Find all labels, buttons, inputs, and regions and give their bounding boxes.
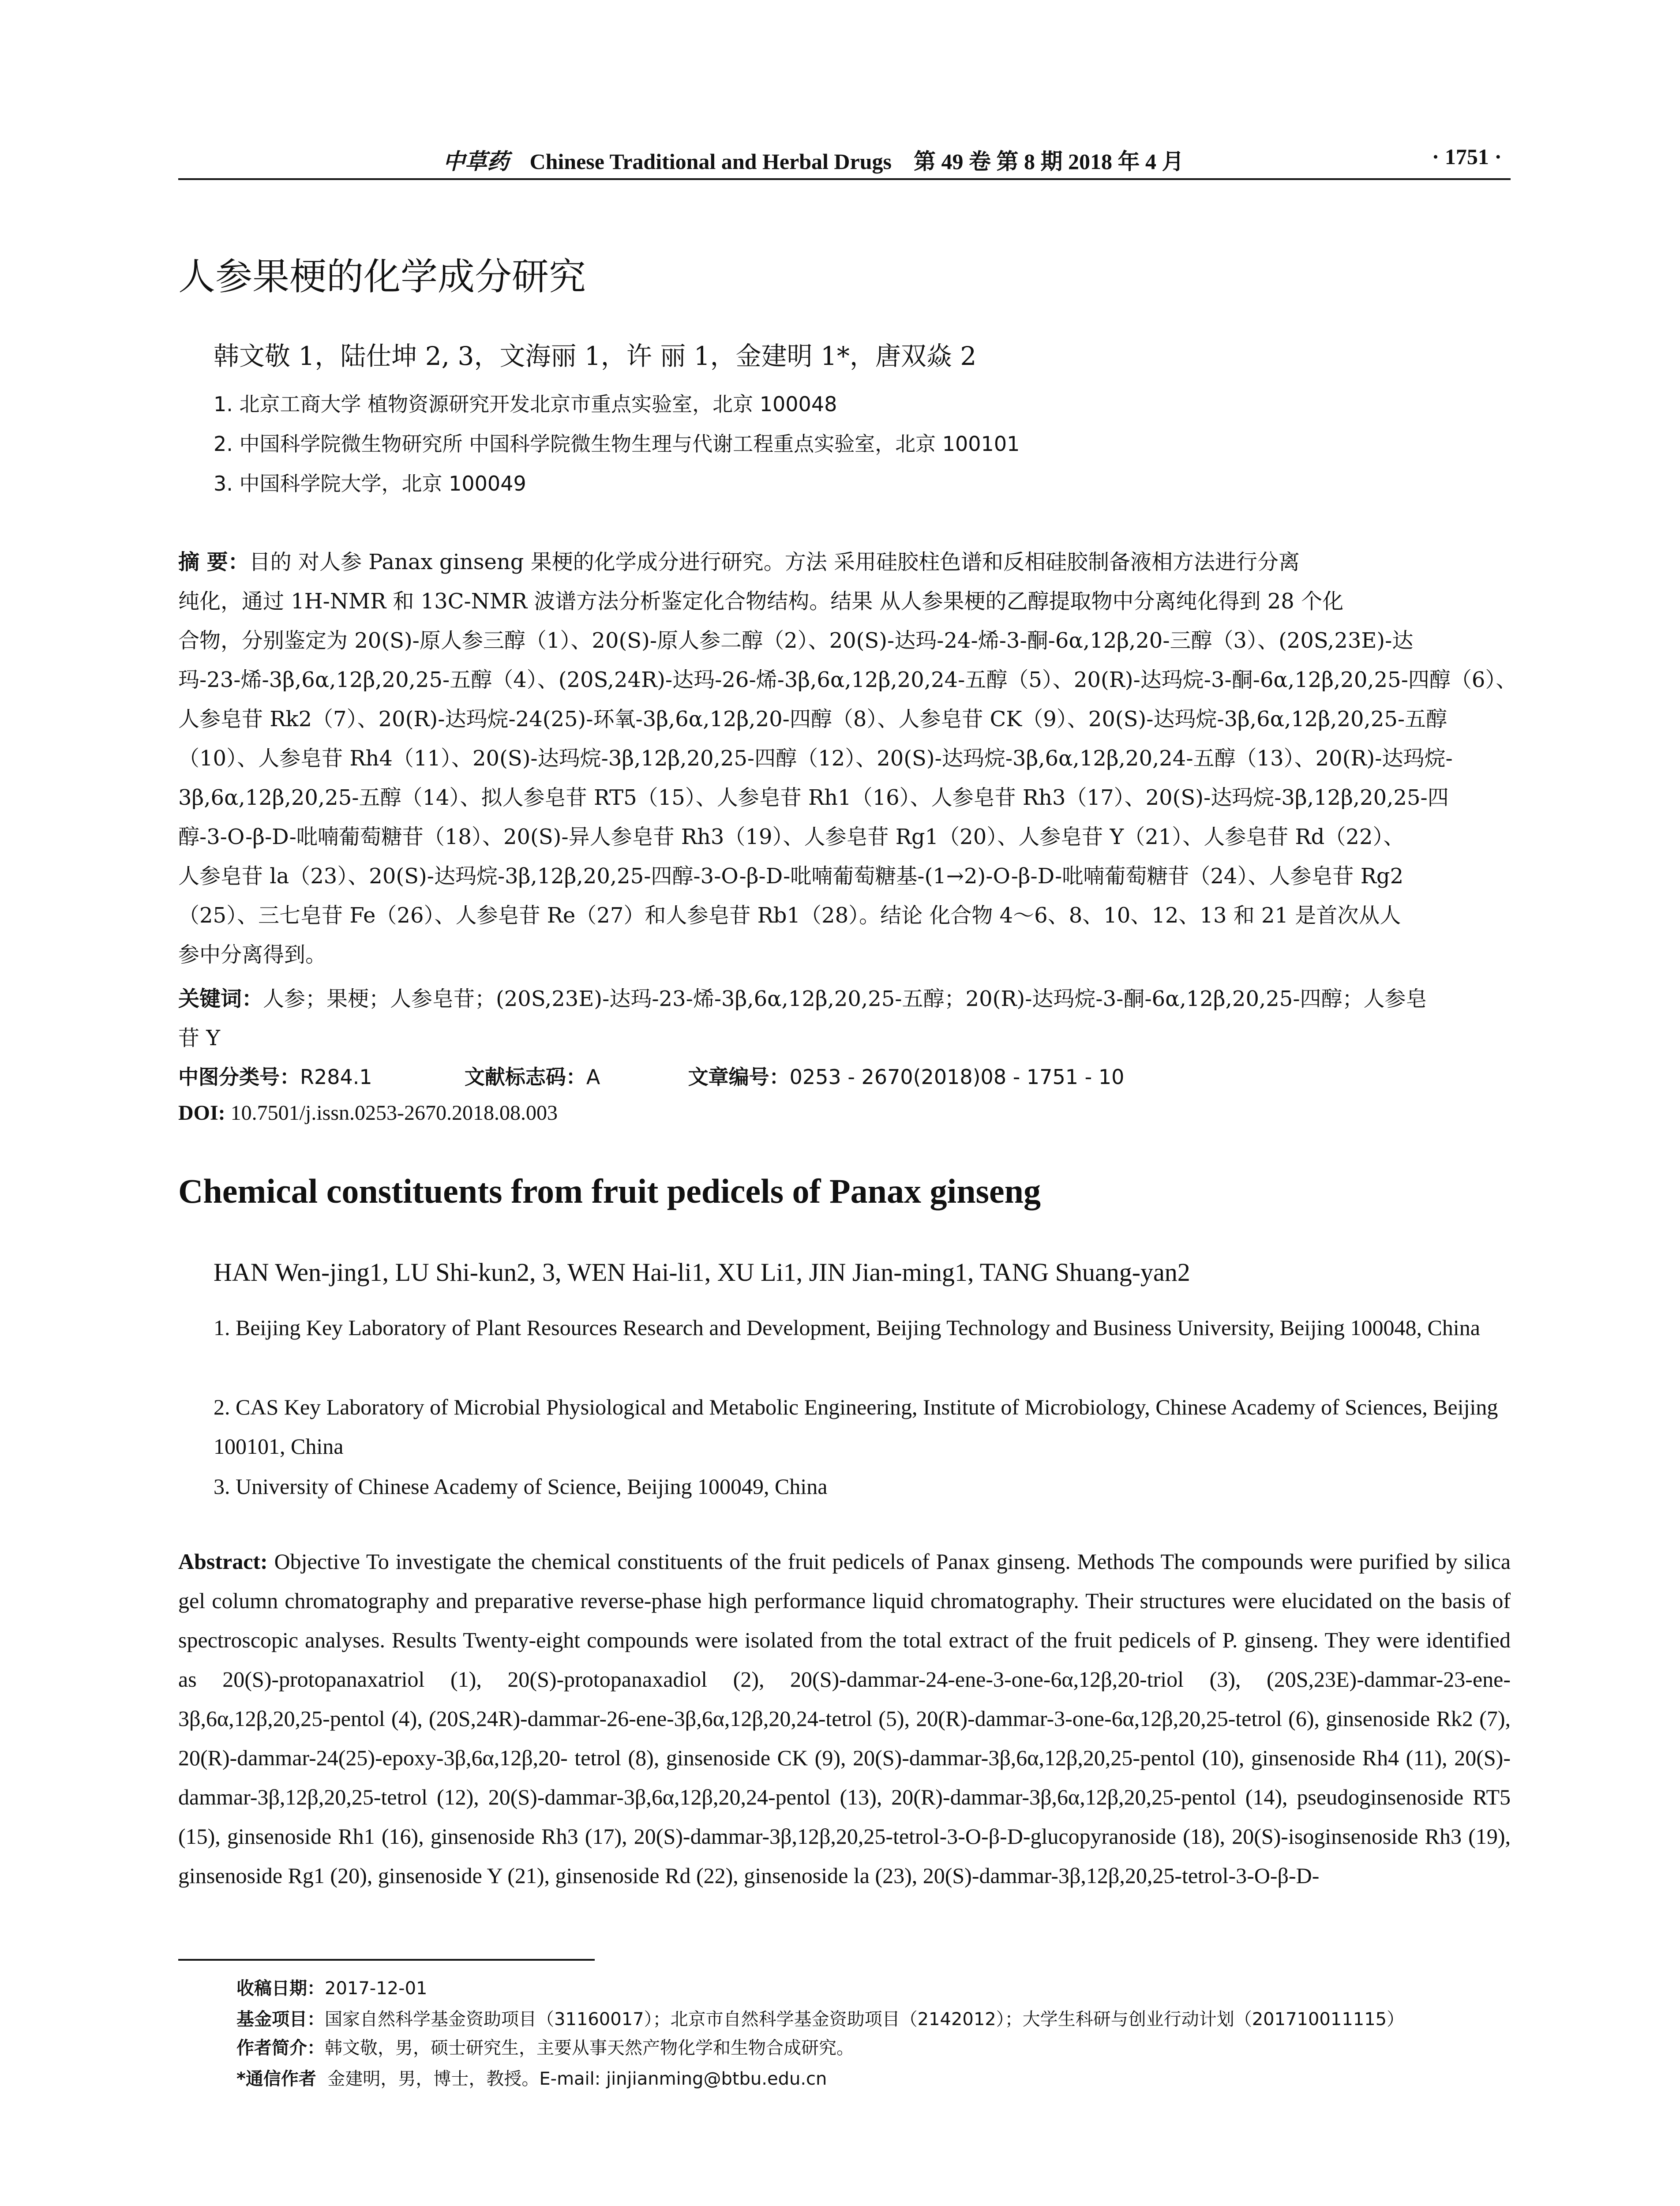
received-value: 2017-12-01: [325, 1978, 428, 1999]
doi-line: [178, 1101, 558, 1125]
cn-keywords: [178, 979, 1511, 1058]
cn-title: 人参果梗的化学成分研究: [178, 255, 586, 298]
en-abstract: [178, 1542, 1511, 1895]
cn-abstract-line: 人参皂苷 la（23）、20(S)-达玛烷-3β,12β,20,25-四醇-3-O-β-D-吡喃葡萄糖基-(1→2)-O-β-D-吡喃葡萄糖苷（24）、人参皂苷 Rg2: [178, 864, 1404, 889]
fund-label: 基金项目：: [236, 2009, 325, 2030]
cn-abstract-line: （25）、三七皂苷 Fe（26）、人参皂苷 Re（27）和人参皂苷 Rb1（28）。结论 化合物 4～6、8、10、12、13 和 21 是首次从人: [178, 903, 1401, 928]
cn-keywords-line: 苷 Y: [178, 1026, 220, 1050]
corr-label: *通信作者: [236, 2069, 316, 2089]
page-number: · 1751 ·: [1432, 144, 1502, 169]
classification-line: [178, 1061, 1124, 1090]
footnote-received: [236, 1974, 427, 2000]
journal-name: Chinese Traditional and Herbal Drugs: [529, 149, 892, 174]
en-affiliation-2: 2. CAS Key Laboratory of Microbial Physiological and Metabolic Engineering, Institute of Microbiology, Chinese Academy of Sciences, Beijing 100101, China: [214, 1395, 1498, 1459]
journal-logo: 中草药: [443, 148, 509, 174]
en-affiliation-3: 3. University of Chinese Academy of Science, Beijing 100049, China: [214, 1474, 828, 1499]
en-abstract-label: Abstract:: [178, 1549, 268, 1574]
clc-value: R284.1: [300, 1065, 372, 1089]
cn-abstract: [178, 543, 1517, 975]
doc-code-value: A: [586, 1065, 600, 1089]
clc-label: 中图分类号：: [178, 1065, 300, 1089]
cn-affiliation-3: 3. 中国科学院大学，北京 100049: [214, 472, 526, 495]
doi-label: DOI:: [178, 1101, 225, 1125]
cn-abstract-line: 参中分离得到。: [178, 942, 327, 967]
cn-abstract-label: 摘 要：: [178, 550, 249, 574]
running-header: [178, 140, 1511, 180]
article-no-value: 0253 - 2670(2018)08 - 1751 - 10: [789, 1065, 1125, 1089]
footnote-rule: [178, 1959, 595, 1961]
footnote-correspondence: [236, 2065, 827, 2090]
cn-keywords-line: 人参；果梗；人参皂苷；(20S,23E)-达玛-23-烯-3β,6α,12β,20,25-五醇；20(R)-达玛烷-3-酮-6α,12β,20,25-四醇；人参皂: [263, 987, 1427, 1011]
cn-abstract-line: 人参皂苷 Rk2（7）、20(R)-达玛烷-24(25)-环氧-3β,6α,12β,20-四醇（8）、人参皂苷 CK（9）、20(S)-达玛烷-3β,6α,12β,20,25-五醇: [178, 707, 1448, 732]
author-value: 韩文敬，男，硕士研究生，主要从事天然产物化学和生物合成研究。: [325, 2038, 854, 2058]
cn-abstract-line: 合物，分别鉴定为 20(S)-原人参三醇（1）、20(S)-原人参二醇（2）、20(S)-达玛-24-烯-3-酮-6α,12β,20-三醇（3）、(20S,23E)-达: [178, 628, 1414, 653]
en-title: Chemical constituents from fruit pedicels of Panax ginseng: [178, 1172, 1041, 1210]
cn-abstract-line: 目的 对人参 Panax ginseng 果梗的化学成分进行研究。方法 采用硅胶柱色谱和反相硅胶制备液相方法进行分离: [249, 550, 1300, 574]
footnote-author: [236, 2034, 854, 2059]
en-abstract-text: Objective To investigate the chemical constituents of the fruit pedicels of Panax ginseng. Methods The compounds were purified by silica gel column chromatography and preparative reverse-phase high performance liquid chromatography. Their structures were elucidated on the basis of spectroscopic analyses. Results Twenty-eight compounds were isolated from the total extract of the fruit pedicels of P. ginseng. They were identified as 20(S)-protopanaxatriol (1), 20(S)-protopanaxadiol (2), 20(S)-dammar-24-ene-3-one-6α,12β,20-triol (3), (20S,23E)-dammar-23-ene-3β,6α,12β,20,25-pentol (4), (20S,24R)-dammar-26-ene-3β,6α,12β,20,24-tetrol (5), 20(R)-dammar-3-one-6α,12β,20,25-tetrol (6), ginsenoside Rk2 (7), 20(R)-dammar-24(25)-epoxy-3β,6α,12β,20- tetrol (8), ginsenoside CK (9), 20(S)-dammar-3β,6α,12β,20,25-pentol (10), ginsenoside Rh4 (11), 20(S)-dammar-3β,12β,20,25-tetrol (12), 20(S)-dammar-3β,6α,12β,20,24-pentol (13), 20(R)-dammar-3β,6α,12β,20,25-pentol (14), pseudoginsenoside RT5 (15), ginsenoside Rh1 (16), ginsenoside Rh3 (17), 20(S)-dammar-3β,12β,20,25-tetrol-3-O-β-D-glucopyranoside (18), 20(S)-isoginsenoside Rh3 (19), ginsenoside Rg1 (20), ginsenoside Y (21), ginsenoside Rd (22), ginsenoside la (23), 20(S)-dammar-3β,12β,20,25-tetrol-3-O-β-D-: [178, 1549, 1511, 1888]
received-label: 收稿日期：: [236, 1978, 325, 1999]
cn-abstract-line: 醇-3-O-β-D-吡喃葡萄糖苷（18）、20(S)-异人参皂苷 Rh3（19）、人参皂苷 Rg1（20）、人参皂苷 Y（21）、人参皂苷 Rd（22）、: [178, 825, 1405, 849]
doc-code-label: 文献标志码：: [464, 1065, 586, 1089]
author-label: 作者简介：: [236, 2038, 325, 2058]
cn-abstract-line: （10）、人参皂苷 Rh4（11）、20(S)-达玛烷-3β,12β,20,25-四醇（12）、20(S)-达玛烷-3β,6α,12β,20,24-五醇（13）、20(R)-达玛烷-: [178, 746, 1453, 771]
cn-abstract-line: 玛-23-烯-3β,6α,12β,20,25-五醇（4）、(20S,24R)-达玛-26-烯-3β,6α,12β,20,24-五醇（5）、20(R)-达玛烷-3-酮-6α,12β,20,25-四醇（6）、: [178, 668, 1517, 692]
footnote-fund: [236, 2005, 1404, 2030]
cn-affiliation-2: 2. 中国科学院微生物研究所 中国科学院微生物生理与代谢工程重点实验室，北京 100101: [214, 432, 1020, 456]
en-affiliation-1: 1. Beijing Key Laboratory of Plant Resources Research and Development, Beijing Technology and Business University, Beijing 100048, China: [214, 1315, 1480, 1340]
journal-issue: 第 49 卷 第 8 期 2018 年 4 月: [913, 149, 1184, 174]
en-authors: HAN Wen-jing1, LU Shi-kun2, 3, WEN Hai-li1, XU Li1, JIN Jian-ming1, TANG Shuang-yan2: [214, 1258, 1190, 1287]
cn-abstract-line: 纯化，通过 1H-NMR 和 13C-NMR 波谱方法分析鉴定化合物结构。结果 从人参果梗的乙醇提取物中分离纯化得到 28 个化: [178, 589, 1344, 614]
cn-affiliation-1: 1. 北京工商大学 植物资源研究开发北京市重点实验室，北京 100048: [214, 392, 837, 416]
corr-value: 金建明，男，博士，教授。E-mail: jinjianming@btbu.edu.cn: [327, 2069, 827, 2089]
cn-authors: 韩文敬 1，陆仕坤 2, 3，文海丽 1，许 丽 1，金建明 1*，唐双焱 2: [214, 341, 977, 371]
article-no-label: 文章编号：: [688, 1065, 790, 1089]
fund-value: 国家自然科学基金资助项目（31160017）；北京市自然科学基金资助项目（2142012）；大学生科研与创业行动计划（201710011115）: [325, 2009, 1405, 2030]
doi-value: 10.7501/j.issn.0253-2670.2018.08.003: [230, 1101, 558, 1125]
cn-abstract-line: 3β,6α,12β,20,25-五醇（14）、拟人参皂苷 RT5（15）、人参皂苷 Rh1（16）、人参皂苷 Rh3（17）、20(S)-达玛烷-3β,12β,20,25-四: [178, 785, 1449, 810]
journal-info: [443, 144, 1184, 176]
cn-keywords-label: 关键词：: [178, 987, 263, 1011]
